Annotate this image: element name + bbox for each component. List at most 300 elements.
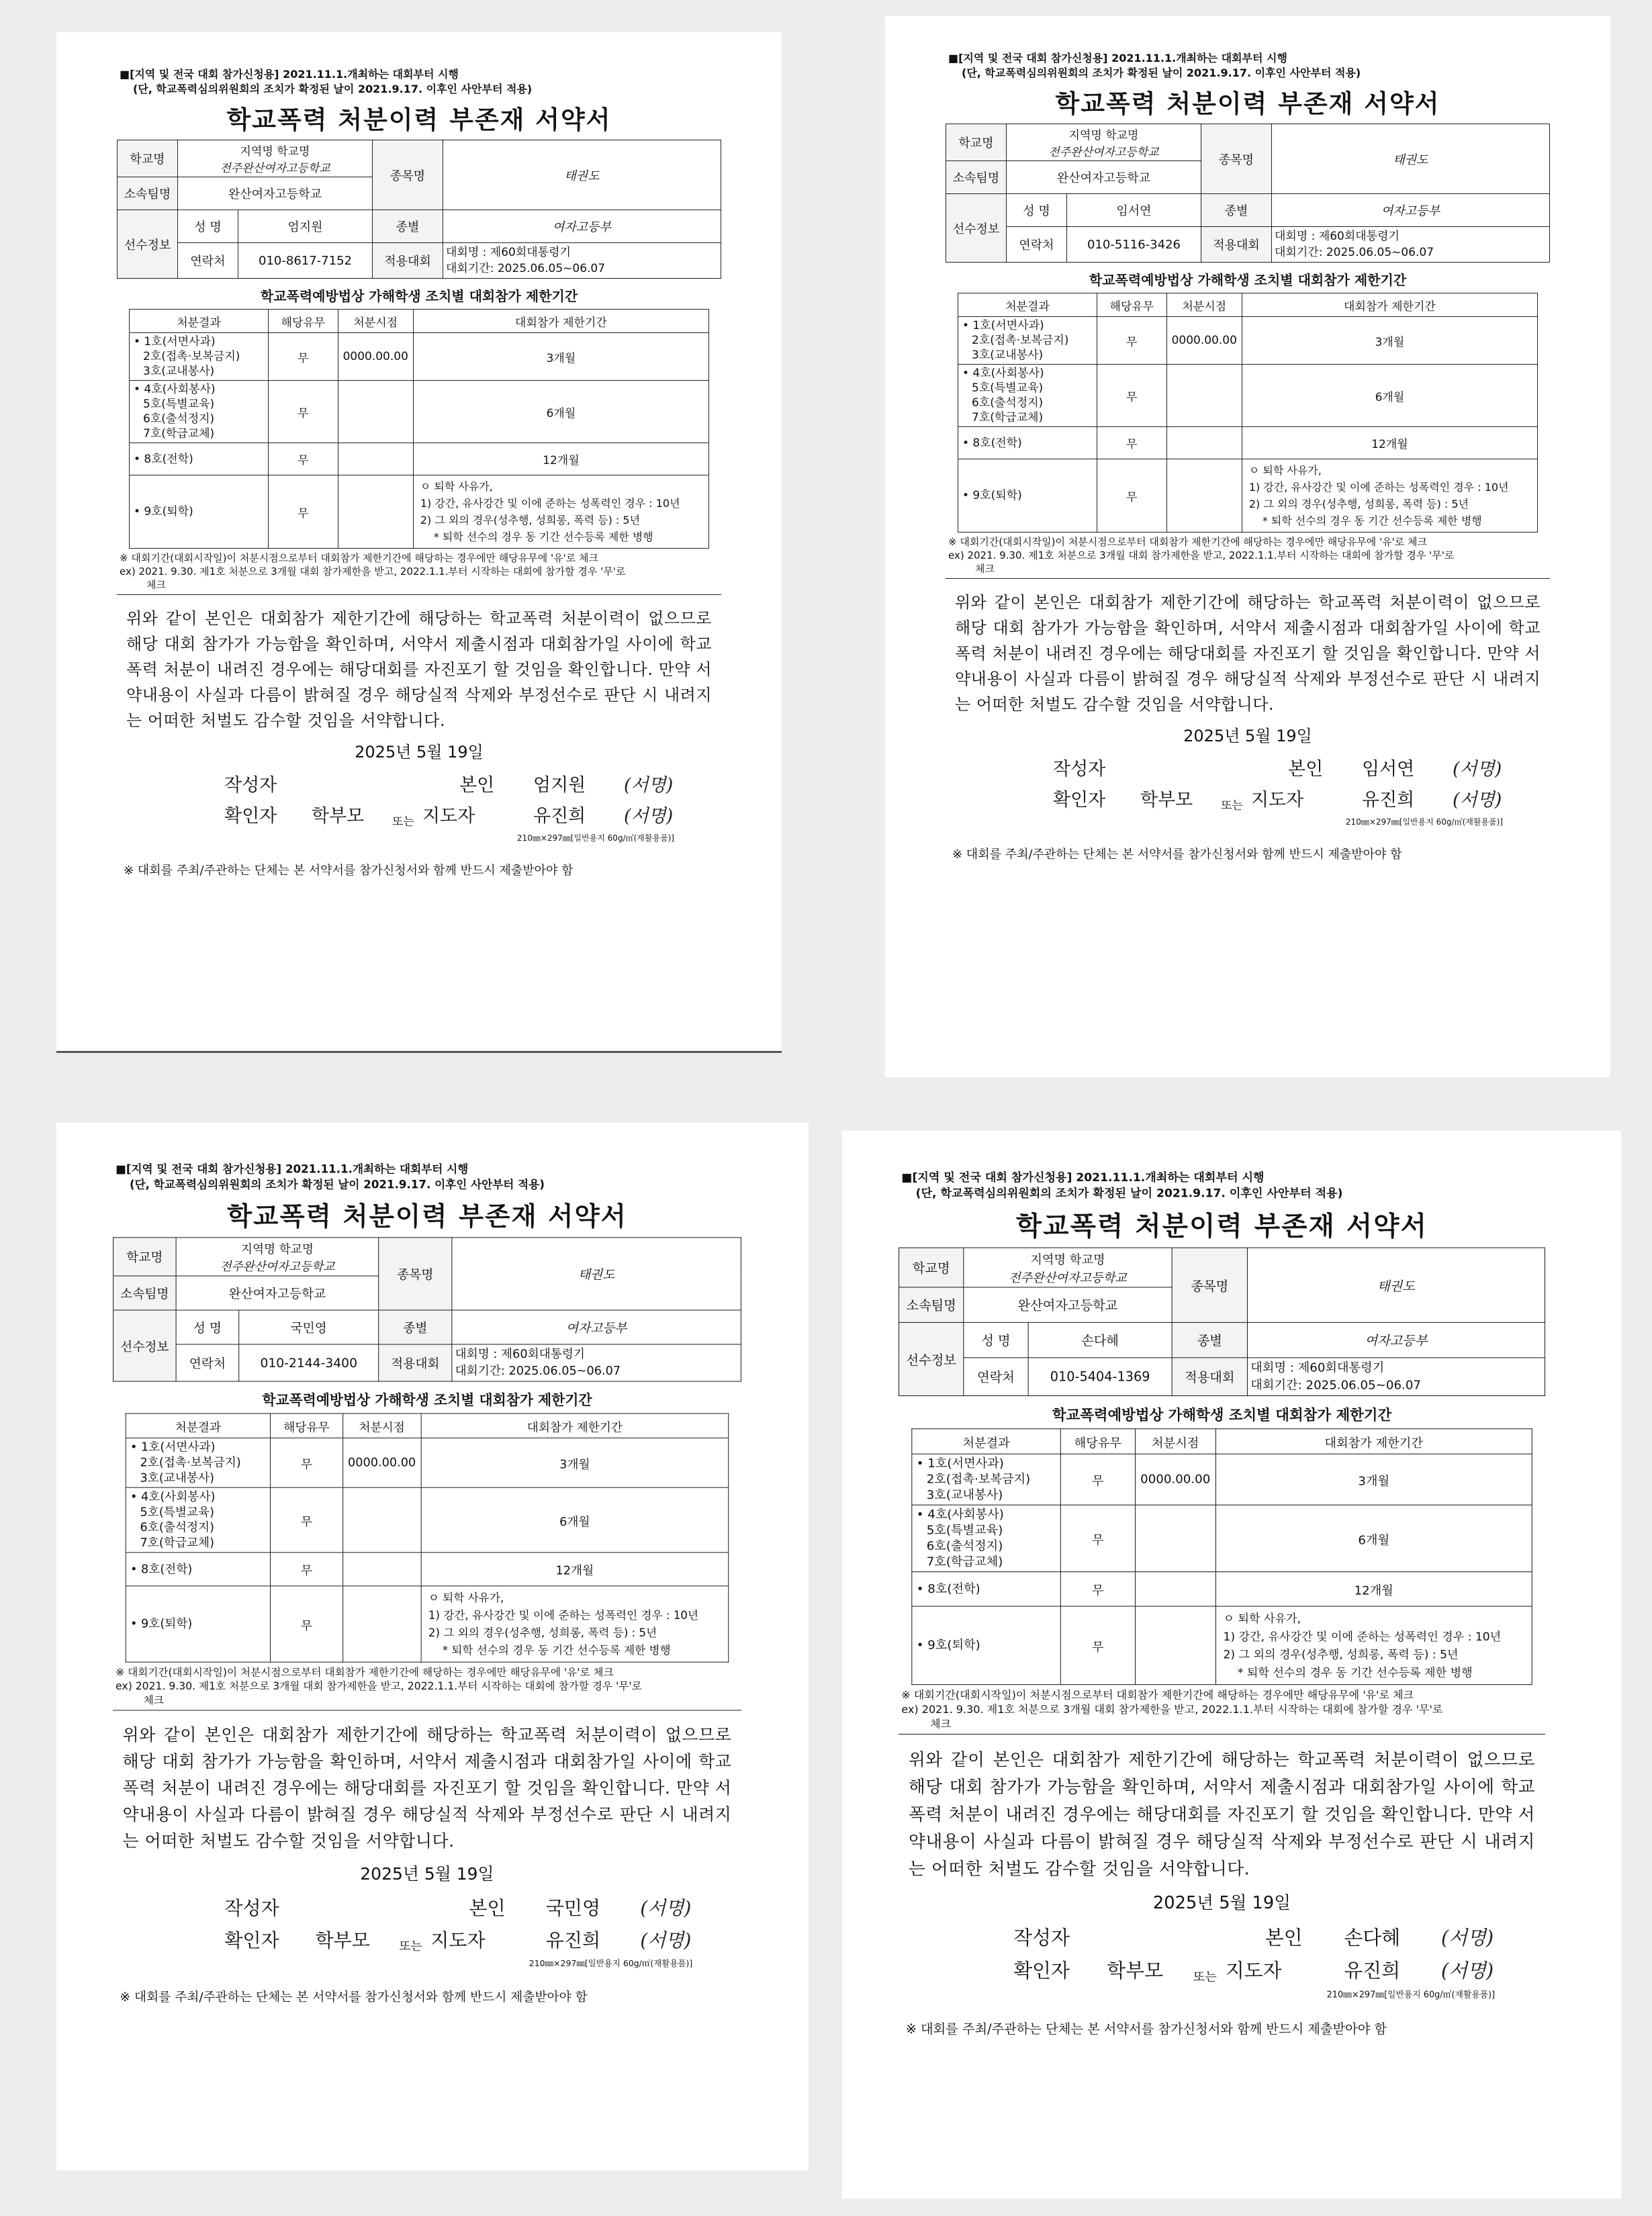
table-row xyxy=(912,1572,1532,1606)
applicable-cell: 무 xyxy=(1060,1572,1135,1606)
result-cell xyxy=(126,1438,270,1487)
applicable-cell: 무 xyxy=(271,1438,343,1487)
confirmer-label: 확인자 xyxy=(224,1930,279,1952)
gender-value: 여자고등부 xyxy=(1272,194,1550,227)
applicable-cell: 무 xyxy=(1097,317,1167,365)
school-region-label: 지역명 학교명 xyxy=(1030,1253,1105,1268)
result-line: • 1호(서면사과) xyxy=(134,335,216,349)
document-title: 학교폭력 처분이력 부존재 서약서 xyxy=(226,105,612,134)
confirmer-row xyxy=(113,1925,741,1957)
final-note: ※ 대회를 주최/주관하는 단체는 본 서약서를 참가신청서와 함께 반드시 제출받아야 함 xyxy=(952,847,1402,862)
applicable-cell: 무 xyxy=(271,1553,343,1586)
header-applicable: 해당유무 xyxy=(269,310,338,333)
document-page xyxy=(56,32,782,1053)
result-line: 2호(접촉·보복금지) xyxy=(140,1455,241,1470)
player-info-label: 선수정보 xyxy=(946,194,1007,263)
result-cell xyxy=(126,1487,270,1553)
result-cell: • 9호(퇴학) xyxy=(912,1606,1061,1685)
table-row xyxy=(912,1505,1532,1572)
table-row xyxy=(126,1553,729,1586)
expulsion-line: ㅇ 퇴학 사유가, xyxy=(428,1591,504,1605)
header-period: 대회참가 제한기간 xyxy=(421,1414,729,1438)
result-line: 3호(교내봉사) xyxy=(972,349,1044,362)
restriction-table xyxy=(911,1428,1532,1685)
contact-label: 연락처 xyxy=(178,243,238,279)
date-cell: 0000.00.00 xyxy=(338,333,413,381)
signature-mark: (서명) xyxy=(1440,1960,1494,1983)
header-date: 처분시점 xyxy=(342,1414,421,1438)
pledge-document xyxy=(946,51,1550,862)
header-applicable: 해당유무 xyxy=(1097,293,1167,317)
expulsion-line: 2) 그 외의 경우(성추행, 성희롱, 폭력 등) : 5년 xyxy=(1223,1647,1459,1661)
parent-label: 학부모 xyxy=(315,1930,370,1952)
result-line: 6호(출석정지) xyxy=(972,396,1044,410)
result-line: • 4호(사회봉사) xyxy=(130,1489,216,1504)
expulsion-line: 1) 강간, 유사강간 및 이에 준하는 성폭력인 경우 : 10년 xyxy=(420,497,680,510)
result-line: 5호(특별교육) xyxy=(972,381,1044,395)
writer-name: 엄지원 xyxy=(533,775,586,796)
team-label: 소속팀명 xyxy=(118,177,178,210)
school-region-label: 지역명 학교명 xyxy=(1068,129,1139,142)
event-label: 종목명 xyxy=(373,140,443,210)
foot-note-line: ex) 2021. 9.30. 제1호 처분으로 3개월 대회 참가제한을 받고, 2022.1.1.부터 시작하는 대회에 참가할 경우 '무'로 xyxy=(116,1679,642,1693)
coach-name: 유진희 xyxy=(1344,1960,1401,1983)
coach-label: 지도자 xyxy=(1225,1960,1282,1983)
parent-label: 학부모 xyxy=(312,806,365,827)
competition-cell xyxy=(1247,1358,1545,1396)
foot-note-line: ※ 대회기간(대회시작일)이 처분시점으로부터 대회참가 제한기간에 해당하는 경우에만 해당유무에 '유'로 체크 xyxy=(116,1665,614,1679)
table-row xyxy=(958,317,1538,365)
restriction-table-title: 학교폭력예방법상 가해학생 조치별 대회참가 제한기간 xyxy=(1089,272,1407,288)
date-cell xyxy=(342,1487,421,1553)
competition-period: 대회기간: 2025.06.05~06.07 xyxy=(455,1364,621,1379)
date-cell xyxy=(1135,1572,1215,1606)
event-label: 종목명 xyxy=(379,1238,452,1310)
school-region-label: 지역명 학교명 xyxy=(240,145,310,158)
table-row xyxy=(912,1606,1532,1685)
expulsion-line: 1) 강간, 유사강간 및 이에 준하는 성폭력인 경우 : 10년 xyxy=(1223,1629,1502,1644)
header-period: 대회참가 제한기간 xyxy=(413,310,708,333)
gender-value: 여자고등부 xyxy=(443,210,721,243)
result-cell xyxy=(130,333,269,381)
competition-label: 적용대회 xyxy=(373,243,443,279)
result-cell: • 8호(전학) xyxy=(130,443,269,475)
or-label: 또는 xyxy=(1221,799,1243,813)
expulsion-detail-cell xyxy=(1215,1606,1532,1685)
pledge-text: 위와 같이 본인은 대회참가 제한기간에 해당하는 학교폭력 처분이력이 없으므로 해당 대회 참가가 가능함을 확인하며, 서약서 제출시점과 대회참가일 사이에 학교폭력 처분이 내려진 경우에는 해당대회를 자진포기 할 것임을 확인합니다. 만약 서약내용이 사실과 다름이 밝혀질 경우 해당실적 삭제와 부정선수로 판단 시 내려지는 어떠한 처벌도 감수할 것임을 서약합니다. xyxy=(955,593,1541,714)
foot-note xyxy=(899,1688,1545,1735)
player-info-table xyxy=(899,1248,1545,1396)
notice-line: (단, 학교폭력심의위원회의 조치가 확정된 날이 2021.9.17. 이후인 사안부터 적용) xyxy=(133,83,533,95)
writer-row xyxy=(899,1922,1545,1955)
result-line: 5호(특별교육) xyxy=(926,1523,1003,1538)
restriction-table xyxy=(958,293,1538,533)
notice-line: ■[지역 및 전국 대회 참가신청용] 2021.11.1.개최하는 대회부터 시행 xyxy=(948,52,1287,64)
applicable-cell: 무 xyxy=(269,443,338,475)
notice-line: ■[지역 및 전국 대회 참가신청용] 2021.11.1.개최하는 대회부터 시행 xyxy=(120,68,459,81)
result-line: 6호(출석정지) xyxy=(143,412,215,426)
foot-note xyxy=(946,535,1550,579)
table-row xyxy=(126,1487,729,1553)
restriction-table xyxy=(126,1413,729,1662)
header-period: 대회참가 제한기간 xyxy=(1215,1429,1532,1454)
applicable-cell: 무 xyxy=(269,333,338,381)
result-cell xyxy=(958,317,1097,365)
player-phone: 010-5116-3426 xyxy=(1067,227,1201,263)
period-cell: 6개월 xyxy=(1242,365,1537,427)
applicable-cell: 무 xyxy=(1060,1505,1135,1572)
competition-name: 대회명 : 제60회대통령기 xyxy=(1275,230,1399,243)
date-cell xyxy=(338,475,413,549)
pledge-document xyxy=(117,67,721,878)
paper-spec: 210㎜×297㎜[일반용지 60g/㎡(재활용품)] xyxy=(1326,1989,1496,2000)
header-result: 처분결과 xyxy=(130,310,269,333)
pledge-date: 2025년 5월 19일 xyxy=(1183,727,1312,745)
foot-note-line: ex) 2021. 9.30. 제1호 처분으로 3개월 대회 참가제한을 받고, 2022.1.1.부터 시작하는 대회에 참가할 경우 '무'로 xyxy=(120,565,626,578)
applicable-cell: 무 xyxy=(271,1586,343,1662)
coach-name: 유진희 xyxy=(533,806,586,827)
school-cell xyxy=(178,140,373,177)
event-label: 종목명 xyxy=(1172,1248,1247,1322)
document-page xyxy=(885,16,1610,1077)
school-label: 학교명 xyxy=(113,1238,177,1276)
writer-row xyxy=(113,1893,741,1925)
restriction-table xyxy=(129,309,709,549)
expulsion-detail-cell xyxy=(421,1586,729,1662)
parent-label: 학부모 xyxy=(1140,790,1193,811)
expulsion-line: ㅇ 퇴학 사유가, xyxy=(1223,1612,1301,1626)
paper-spec: 210㎜×297㎜[일반용지 60g/㎡(재활용품)] xyxy=(1345,817,1503,827)
gender-label: 종별 xyxy=(373,210,443,243)
document-title: 학교폭력 처분이력 부존재 서약서 xyxy=(1055,89,1440,118)
document-page xyxy=(56,1123,809,2170)
school-label: 학교명 xyxy=(899,1248,964,1287)
expulsion-line: ㅇ 퇴학 사유가, xyxy=(1248,464,1322,477)
expulsion-line: 1) 강간, 유사강간 및 이에 준하는 성폭력인 경우 : 10년 xyxy=(428,1608,699,1622)
player-info-label: 선수정보 xyxy=(113,1310,177,1381)
school-cell xyxy=(964,1248,1172,1287)
competition-label: 적용대회 xyxy=(379,1344,452,1381)
name-label: 성 명 xyxy=(964,1322,1028,1357)
school-name: 전주완산여자고등학교 xyxy=(220,162,330,175)
period-cell: 12개월 xyxy=(421,1553,729,1586)
paper-spec: 210㎜×297㎜[일반용지 60g/㎡(재활용품)] xyxy=(529,1958,693,1969)
parent-label: 학부모 xyxy=(1107,1960,1164,1983)
competition-cell xyxy=(443,243,721,279)
result-line: 7호(학급교체) xyxy=(926,1555,1003,1569)
event-label: 종목명 xyxy=(1201,124,1272,194)
restriction-table-title: 학교폭력예방법상 가해학생 조치별 대회참가 제한기간 xyxy=(1052,1406,1392,1424)
school-cell xyxy=(176,1238,379,1276)
result-cell xyxy=(958,365,1097,427)
result-line: 3호(교내봉사) xyxy=(926,1488,1003,1503)
foot-note-line: ※ 대회기간(대회시작일)이 처분시점으로부터 대회참가 제한기간에 해당하는 경우에만 해당유무에 '유'로 체크 xyxy=(120,552,598,564)
header-date: 처분시점 xyxy=(1135,1429,1215,1454)
expulsion-detail-cell xyxy=(413,475,708,549)
player-info-table xyxy=(946,124,1550,263)
header-applicable: 해당유무 xyxy=(271,1414,343,1438)
notice xyxy=(116,1162,741,1193)
name-label: 성 명 xyxy=(176,1310,239,1344)
gender-value: 여자고등부 xyxy=(452,1310,741,1344)
self-label: 본인 xyxy=(459,775,495,796)
school-label: 학교명 xyxy=(946,124,1007,161)
period-cell: 6개월 xyxy=(421,1487,729,1553)
date-cell xyxy=(1166,459,1242,533)
document-title: 학교폭력 처분이력 부존재 서약서 xyxy=(1015,1210,1428,1242)
restriction-table-title: 학교폭력예방법상 가해학생 조치별 대회참가 제한기간 xyxy=(260,288,578,304)
result-line: 2호(접촉·보복금지) xyxy=(972,334,1069,347)
applicable-cell: 무 xyxy=(1097,459,1167,533)
result-line: 7호(학급교체) xyxy=(143,427,215,441)
result-line: • 4호(사회봉사) xyxy=(962,367,1044,380)
writer-name: 임서연 xyxy=(1362,759,1415,780)
table-row xyxy=(126,1586,729,1662)
expulsion-line: 2) 그 외의 경우(성추행, 성희롱, 폭력 등) : 5년 xyxy=(1248,498,1469,510)
signature-mark: (서명) xyxy=(640,1898,692,1920)
period-cell: 3개월 xyxy=(413,333,708,381)
event-value: 태권도 xyxy=(1272,124,1550,194)
foot-note-line: ex) 2021. 9.30. 제1호 처분으로 3개월 대회 참가제한을 받고, 2022.1.1.부터 시작하는 대회에 참가할 경우 '무'로 xyxy=(901,1702,1443,1716)
player-phone: 010-5404-1369 xyxy=(1028,1358,1172,1396)
gender-value: 여자고등부 xyxy=(1247,1322,1545,1357)
result-line: 2호(접촉·보복금지) xyxy=(143,350,240,363)
period-cell: 6개월 xyxy=(1215,1505,1532,1572)
player-info-table xyxy=(113,1237,741,1381)
date-cell: 0000.00.00 xyxy=(342,1438,421,1487)
writer-label: 작성자 xyxy=(1013,1927,1070,1949)
notice xyxy=(948,51,1550,81)
school-cell xyxy=(1007,124,1201,161)
foot-note-line: ※ 대회기간(대회시작일)이 처분시점으로부터 대회참가 제한기간에 해당하는 경우에만 해당유무에 '유'로 체크 xyxy=(948,536,1427,548)
date-cell xyxy=(1166,365,1242,427)
period-cell: 12개월 xyxy=(1242,427,1537,459)
result-line: 7호(학급교체) xyxy=(140,1536,215,1551)
confirmer-row xyxy=(899,1955,1545,1988)
table-row xyxy=(958,427,1538,459)
contact-label: 연락처 xyxy=(964,1358,1028,1396)
signature-mark: (서명) xyxy=(1453,790,1502,811)
applicable-cell: 무 xyxy=(271,1487,343,1553)
gender-label: 종별 xyxy=(379,1310,452,1344)
result-line: 2호(접촉·보복금지) xyxy=(926,1472,1031,1487)
competition-label: 적용대회 xyxy=(1172,1358,1247,1396)
confirmer-label: 확인자 xyxy=(224,806,277,827)
signature-mark: (서명) xyxy=(1440,1927,1494,1949)
writer-name: 국민영 xyxy=(545,1898,601,1920)
pledge-text: 위와 같이 본인은 대회참가 제한기간에 해당하는 학교폭력 처분이력이 없으므로 해당 대회 참가가 가능함을 확인하며, 서약서 제출시점과 대회참가일 사이에 학교폭력 처분이 내려진 경우에는 해당대회를 자진포기 할 것임을 확인합니다. 만약 서약내용이 사실과 다름이 밝혀질 경우 해당실적 삭제와 부정선수로 판단 시 내려지는 어떠한 처벌도 감수할 것임을 서약합니다. xyxy=(908,1749,1536,1880)
period-cell: 6개월 xyxy=(413,381,708,443)
result-line: 5호(특별교육) xyxy=(143,398,215,411)
notice-line: (단, 학교폭력심의위원회의 조치가 확정된 날이 2021.9.17. 이후인 사안부터 적용) xyxy=(962,66,1361,79)
table-row xyxy=(130,333,709,381)
result-cell: • 9호(퇴학) xyxy=(130,475,269,549)
school-name: 전주완산여자고등학교 xyxy=(1048,146,1159,159)
school-name: 전주완산여자고등학교 xyxy=(220,1260,335,1275)
applicable-cell: 무 xyxy=(1060,1606,1135,1685)
competition-label: 적용대회 xyxy=(1201,227,1272,263)
or-label: 또는 xyxy=(392,815,414,829)
notice-line: (단, 학교폭력심의위원회의 조치가 확정된 날이 2021.9.17. 이후인 사안부터 적용) xyxy=(915,1186,1343,1200)
notice xyxy=(120,67,721,97)
period-cell: 12개월 xyxy=(1215,1572,1532,1606)
period-cell: 3개월 xyxy=(421,1438,729,1487)
competition-cell xyxy=(1272,227,1550,263)
final-note: ※ 대회를 주최/주관하는 단체는 본 서약서를 참가신청서와 함께 반드시 제출받아야 함 xyxy=(124,864,573,878)
signature-mark: (서명) xyxy=(624,806,674,827)
applicable-cell: 무 xyxy=(1097,365,1167,427)
team-label: 소속팀명 xyxy=(113,1276,177,1310)
document-title: 학교폭력 처분이력 부존재 서약서 xyxy=(227,1201,627,1232)
pledge-date: 2025년 5월 19일 xyxy=(1152,1892,1291,1913)
date-cell: 0000.00.00 xyxy=(1166,317,1242,365)
notice-line: (단, 학교폭력심의위원회의 조치가 확정된 날이 2021.9.17. 이후인 사안부터 적용) xyxy=(129,1177,545,1191)
table-row xyxy=(130,443,709,475)
paper-spec: 210㎜×297㎜[일반용지 60g/㎡(재활용품)] xyxy=(516,833,674,843)
competition-period: 대회기간: 2025.06.05~06.07 xyxy=(1275,246,1434,259)
expulsion-line: * 퇴학 선수의 경우 동 기간 선수등록 제한 병행 xyxy=(442,1643,671,1657)
name-label: 성 명 xyxy=(1007,194,1067,227)
pledge-date: 2025년 5월 19일 xyxy=(360,1864,494,1884)
result-line: 6호(출석정지) xyxy=(926,1538,1003,1554)
header-period: 대회참가 제한기간 xyxy=(1242,293,1537,317)
player-phone: 010-2144-3400 xyxy=(239,1344,379,1381)
final-note: ※ 대회를 주최/주관하는 단체는 본 서약서를 참가신청서와 함께 반드시 제출받아야 함 xyxy=(905,2022,1387,2037)
competition-name: 대회명 : 제60회대통령기 xyxy=(455,1347,586,1362)
team-value: 완산여자고등학교 xyxy=(964,1287,1172,1322)
player-name: 엄지원 xyxy=(238,210,373,243)
expulsion-detail-cell xyxy=(1242,459,1537,533)
writer-row xyxy=(117,770,721,801)
contact-label: 연락처 xyxy=(1007,227,1067,263)
result-line: • 4호(사회봉사) xyxy=(916,1507,1004,1522)
school-name: 전주완산여자고등학교 xyxy=(1009,1271,1127,1286)
self-label: 본인 xyxy=(1288,759,1324,780)
result-cell xyxy=(912,1454,1061,1505)
notice-line: ■[지역 및 전국 대회 참가신청용] 2021.11.1.개최하는 대회부터 시행 xyxy=(116,1162,469,1176)
player-name: 임서연 xyxy=(1067,194,1201,227)
competition-period: 대회기간: 2025.06.05~06.07 xyxy=(1250,1378,1421,1393)
signature-mark: (서명) xyxy=(1453,759,1502,780)
result-cell: • 8호(전학) xyxy=(958,427,1097,459)
header-applicable: 해당유무 xyxy=(1060,1429,1135,1454)
foot-note-line: ex) 2021. 9.30. 제1호 처분으로 3개월 대회 참가제한을 받고, 2022.1.1.부터 시작하는 대회에 참가할 경우 '무'로 xyxy=(948,549,1455,561)
signature-mark: (서명) xyxy=(624,775,674,796)
result-cell: • 8호(전학) xyxy=(912,1572,1061,1606)
confirmer-label: 확인자 xyxy=(1053,790,1106,811)
foot-note-line: 체크 xyxy=(143,1694,164,1707)
header-result: 처분결과 xyxy=(958,293,1097,317)
expulsion-line: 2) 그 외의 경우(성추행, 성희롱, 폭력 등) : 5년 xyxy=(428,1626,657,1640)
table-row xyxy=(958,365,1538,427)
result-cell xyxy=(130,381,269,443)
foot-note-line: 체크 xyxy=(146,579,166,591)
header-result: 처분결과 xyxy=(912,1429,1061,1454)
pledge-text: 위와 같이 본인은 대회참가 제한기간에 해당하는 학교폭력 처분이력이 없으므로 해당 대회 참가가 가능함을 확인하며, 서약서 제출시점과 대회참가일 사이에 학교폭력 처분이 내려진 경우에는 해당대회를 자진포기 할 것임을 확인합니다. 만약 서약내용이 사실과 다름이 밝혀질 경우 해당실적 삭제와 부정선수로 판단 시 내려지는 어떠한 처벌도 감수할 것임을 서약합니다. xyxy=(122,1725,732,1851)
date-cell xyxy=(342,1553,421,1586)
foot-note-line: 체크 xyxy=(975,563,995,575)
expulsion-line: * 퇴학 선수의 경우 동 기간 선수등록 제한 병행 xyxy=(1262,514,1482,527)
applicable-cell: 무 xyxy=(269,475,338,549)
self-label: 본인 xyxy=(1265,1927,1303,1949)
writer-label: 작성자 xyxy=(224,775,277,796)
signature-mark: (서명) xyxy=(640,1930,692,1952)
school-region-label: 지역명 학교명 xyxy=(240,1242,314,1257)
foot-note xyxy=(117,551,721,595)
date-cell xyxy=(1135,1505,1215,1572)
player-phone: 010-8617-7152 xyxy=(238,243,373,279)
foot-note-line: ※ 대회기간(대회시작일)이 처분시점으로부터 대회참가 제한기간에 해당하는 경우에만 해당유무에 '유'로 체크 xyxy=(901,1688,1414,1702)
pledge-document xyxy=(899,1170,1545,2038)
table-row xyxy=(958,459,1538,533)
coach-label: 지도자 xyxy=(422,806,475,827)
result-cell: • 9호(퇴학) xyxy=(126,1586,270,1662)
writer-label: 작성자 xyxy=(224,1898,279,1920)
result-cell: • 9호(퇴학) xyxy=(958,459,1097,533)
applicable-cell: 무 xyxy=(269,381,338,443)
coach-name: 유진희 xyxy=(545,1930,601,1952)
player-info-label: 선수정보 xyxy=(118,210,178,279)
player-info-table xyxy=(117,140,721,279)
writer-row xyxy=(946,754,1550,785)
restriction-table-title: 학교폭력예방법상 가해학생 조치별 대회참가 제한기간 xyxy=(262,1391,592,1409)
date-cell xyxy=(338,381,413,443)
period-cell: 12개월 xyxy=(413,443,708,475)
header-date: 처분시점 xyxy=(338,310,413,333)
gender-label: 종별 xyxy=(1172,1322,1247,1357)
pledge-date: 2025년 5월 19일 xyxy=(355,743,484,761)
table-row xyxy=(130,381,709,443)
foot-note-line: 체크 xyxy=(930,1717,952,1730)
result-line: 6호(출석정지) xyxy=(140,1520,215,1535)
confirmer-label: 확인자 xyxy=(1013,1960,1070,1983)
foot-note xyxy=(113,1665,741,1711)
event-value: 태권도 xyxy=(1247,1248,1545,1322)
result-line: • 1호(서면사과) xyxy=(916,1456,1004,1471)
player-info-label: 선수정보 xyxy=(899,1322,964,1395)
result-line: • 1호(서면사과) xyxy=(962,319,1044,332)
applicable-cell: 무 xyxy=(1060,1454,1135,1505)
expulsion-line: * 퇴학 선수의 경우 동 기간 선수등록 제한 병행 xyxy=(433,530,653,543)
result-line: 5호(특별교육) xyxy=(140,1505,215,1520)
table-row xyxy=(912,1454,1532,1505)
event-value: 태권도 xyxy=(443,140,721,210)
table-row xyxy=(126,1438,729,1487)
notice xyxy=(901,1170,1545,1201)
competition-name: 대회명 : 제60회대통령기 xyxy=(1250,1360,1385,1376)
date-cell xyxy=(338,443,413,475)
name-label: 성 명 xyxy=(178,210,238,243)
coach-label: 지도자 xyxy=(1251,790,1304,811)
period-cell: 3개월 xyxy=(1242,317,1537,365)
date-cell xyxy=(1135,1606,1215,1685)
writer-label: 작성자 xyxy=(1053,759,1106,780)
team-label: 소속팀명 xyxy=(946,161,1007,194)
period-cell: 3개월 xyxy=(1215,1454,1532,1505)
team-value: 완산여자고등학교 xyxy=(176,1276,379,1310)
coach-label: 지도자 xyxy=(430,1930,486,1952)
pledge-text: 위와 같이 본인은 대회참가 제한기간에 해당하는 학교폭력 처분이력이 없으므로 해당 대회 참가가 가능함을 확인하며, 서약서 제출시점과 대회참가일 사이에 학교폭력 처분이 내려진 경우에는 해당대회를 자진포기 할 것임을 확인합니다. 만약 서약내용이 사실과 다름이 밝혀질 경우 해당실적 삭제와 부정선수로 판단 시 내려지는 어떠한 처벌도 감수할 것임을 서약합니다. xyxy=(126,609,712,730)
notice-line: ■[지역 및 전국 대회 참가신청용] 2021.11.1.개최하는 대회부터 시행 xyxy=(901,1170,1265,1185)
gender-label: 종별 xyxy=(1201,194,1272,227)
result-line: 3호(교내봉사) xyxy=(140,1471,215,1485)
contact-label: 연락처 xyxy=(176,1344,239,1381)
pledge-document xyxy=(113,1162,741,2005)
competition-period: 대회기간: 2025.06.05~06.07 xyxy=(446,262,606,275)
result-line: • 4호(사회봉사) xyxy=(134,383,216,396)
applicable-cell: 무 xyxy=(1097,427,1167,459)
date-cell xyxy=(1166,427,1242,459)
